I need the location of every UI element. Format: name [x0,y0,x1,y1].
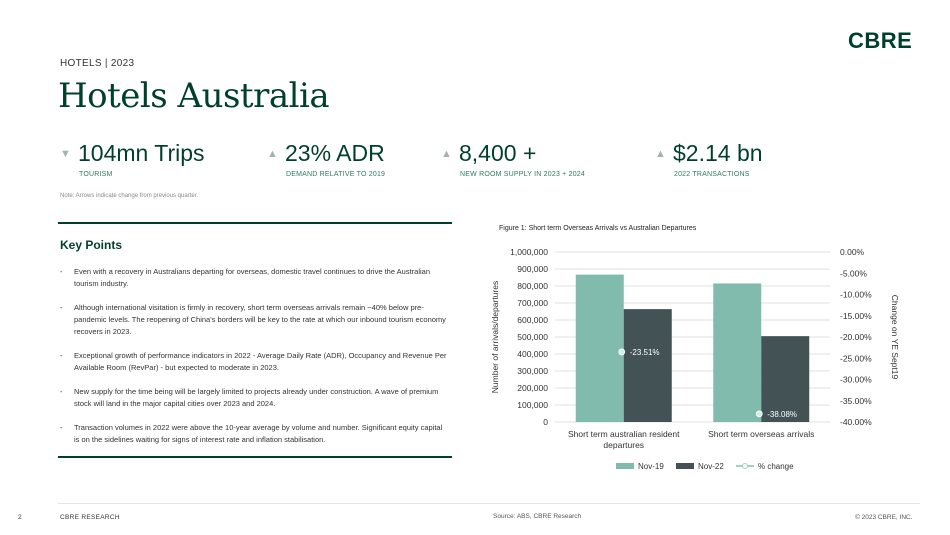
change-data-label: -38.08% [767,409,798,419]
y2-tick-label: -30.00% [840,374,872,385]
arrow-up-icon: ▲ [655,147,666,160]
legend-swatch [676,463,694,469]
y-tick-label: 900,000 [517,264,548,274]
y-tick-label: 400,000 [517,349,548,359]
legend-label: % change [758,462,794,471]
y2-tick-label: -20.00% [840,332,872,342]
y-tick-label: 0 [543,417,548,427]
bar-nov-22 [624,309,672,422]
key-point-item: - Transaction volumes in 2022 were above the 10-year average by volume and number. Significant equity capital is on the sidelines waiting for signs of interest rate and inflation stabilisation. [60,422,448,446]
kpi-room-supply [441,140,585,178]
key-points-list [60,266,448,458]
kpi-adr [267,140,385,178]
key-points-panel [58,222,452,458]
y-tick-label: 1,000,000 [510,247,548,257]
arrow-up-icon: ▲ [267,147,278,160]
arrow-note: Note: Arrows indicate change from previous quarter. [60,193,199,199]
page-title: Hotels Australia [58,76,330,116]
y-tick-label: 600,000 [517,315,548,325]
key-point-item: - Even with a recovery in Australians departing for overseas, domestic travel continues to drive the Australian tourism industry. [60,266,448,290]
kpi-label: 2022 TRANSACTIONS [674,171,750,178]
y2-tick-label: -35.00% [840,395,872,406]
y-tick-label: 100,000 [517,400,548,410]
y2-tick-label: -10.00% [840,289,872,300]
y-tick-label: 500,000 [517,332,548,342]
y-tick-label: 800,000 [517,281,548,291]
x-category-label: Short term australian resident [568,429,680,439]
kpi-label: NEW ROOM SUPPLY IN 2023 + 2024 [460,171,585,178]
arrow-down-icon: ▼ [60,147,71,160]
y-tick-label: 300,000 [517,366,548,376]
key-point-item: - New supply for the time being will be largely limited to projects already under construction. A wave of premium stock will land in the major capital cities over 2023 and 2024. [60,386,448,410]
copyright: © 2023 CBRE, INC. [855,514,913,521]
change-data-label: -23.51% [629,347,660,357]
bar-nov-19 [713,283,761,422]
y2-tick-label: -25.00% [840,353,872,364]
kpi-transactions [655,140,763,178]
legend-marker [743,464,748,469]
bar-chart [480,240,920,480]
kpi-value: 104mn Trips [78,140,205,166]
y2-tick-label: 0.00% [840,247,865,257]
key-point-item: - Exceptional growth of performance indicators in 2022 - Average Daily Rate (ADR), Occupancy and Revenue Per Available Room (RevPar) - but expected to moderate in 2023. [60,350,448,374]
key-points-heading: Key Points [60,238,123,252]
kpi-label: TOURISM [79,171,113,178]
legend-label: Nov-22 [698,462,724,471]
kpi-label: DEMAND RELATIVE TO 2019 [286,171,386,178]
legend-swatch [616,463,634,469]
y2-tick-label: -40.00% [840,417,872,427]
footer-brand: CBRE RESEARCH [60,514,120,521]
legend-label: Nov-19 [638,462,664,471]
change-point [619,349,625,355]
chart-source: Source: ABS, CBRE Research [493,513,582,520]
y-axis-title: Number of arrivals/departures [490,280,500,394]
y2-axis-title: Change on YE Sept19 [890,294,900,380]
x-category-label: Short term overseas arrivals [708,429,815,439]
bar-nov-19 [576,275,624,422]
y-tick-label: 200,000 [517,383,548,393]
x-category-label: departures [603,440,645,450]
y2-tick-label: -5.00% [840,268,867,279]
kpi-value: 23% ADR [285,140,385,166]
kpi-value: $2.14 bn [673,140,763,166]
y2-tick-label: -15.00% [840,310,872,321]
change-point [756,411,762,417]
kpi-value: 8,400 + [459,140,537,166]
key-point-item: - Although international visitation is firmly in recovery, short term overseas arrivals remain ~40% below pre-pandemic levels. The reopening of China's borders will be key to the rate at which our inbound tourism economy recovers in 2023. [60,302,448,338]
cbre-logo: CBRE [848,28,913,53]
kpi-tourism [60,140,205,178]
page-number: 2 [18,514,22,521]
footer-divider [58,503,920,504]
y-tick-label: 700,000 [517,298,548,308]
arrow-up-icon: ▲ [441,147,452,160]
figure-title: Figure 1: Short term Overseas Arrivals vs Australian Departures [499,225,697,232]
section-kicker: HOTELS | 2023 [60,58,135,69]
